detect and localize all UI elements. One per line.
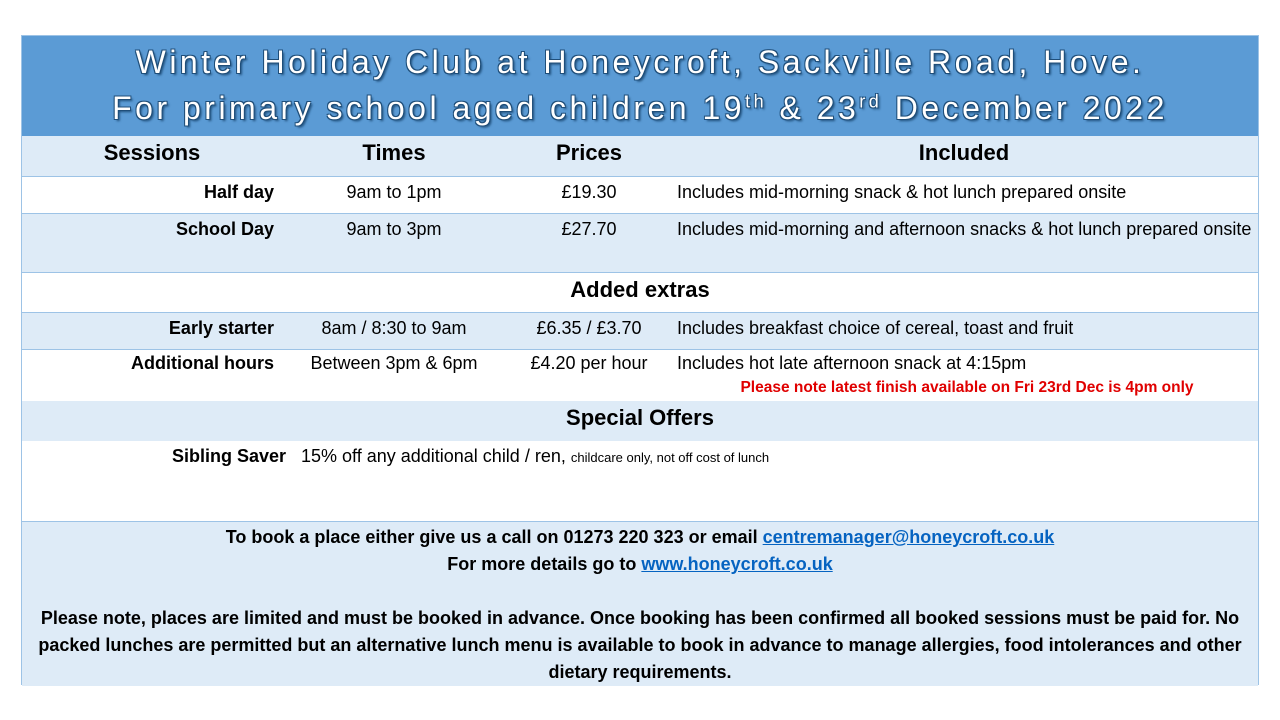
extra-time: 8am / 8:30 to 9am: [321, 318, 467, 338]
table-header-row: [22, 136, 1258, 177]
spacer: [22, 578, 1258, 605]
offer-text: [301, 443, 1241, 471]
session-time: 9am to 1pm: [346, 182, 442, 202]
session-time: 9am to 3pm: [346, 219, 442, 239]
session-name: Half day: [203, 182, 274, 202]
title-line-1: Winter Holiday Club at Honeycroft, Sackville Road, Hove.: [135, 44, 1145, 80]
session-price: £19.30: [561, 182, 617, 202]
extra-price: £4.20 per hour: [530, 353, 648, 373]
col-header-prices: Prices: [555, 140, 623, 165]
offer-name: Sibling Saver: [171, 446, 286, 466]
extra-price: £6.35 / £3.70: [536, 318, 642, 338]
ordinal-rd: rd: [859, 91, 883, 112]
extra-included: Includes breakfast choice of cereal, toast and fruit: [677, 318, 1074, 338]
booking-terms-note: Please note, places are limited and must be booked in advance. Once booking has been confirmed all booked sessions must be paid for. No packed lunches are permitted but an alternative lunch menu is available to book in advance to manage allergies, food intolerances and other dietary requirements.: [38, 608, 1242, 682]
session-price: £27.70: [561, 219, 617, 239]
col-header-included: Included: [918, 140, 1010, 165]
table-row: [22, 177, 1258, 214]
col-header-sessions: Sessions: [103, 140, 201, 165]
extra-included: Includes hot late afternoon snack at 4:15pm: [677, 353, 1027, 373]
special-offers-heading: Special Offers: [22, 401, 1258, 441]
title-line-2-start: For primary school aged children 19: [112, 90, 746, 126]
late-finish-note: Please note latest finish available on Fri 23rd Dec is 4pm only: [740, 379, 1194, 396]
table-row: [22, 441, 1258, 522]
table-row: [22, 350, 1258, 401]
ordinal-th: th: [745, 91, 768, 112]
session-included: Includes mid-morning snack & hot lunch prepared onsite: [677, 182, 1127, 202]
offer-small-print: childcare only, not off cost of lunch: [570, 450, 770, 465]
col-header-times: Times: [362, 140, 426, 165]
flyer-title: [22, 36, 1258, 136]
email-link[interactable]: centremanager@honeycroft.co.uk: [762, 527, 1055, 547]
title-line-2: [22, 85, 1258, 131]
session-included: Includes mid-morning and afternoon snacks & hot lunch prepared onsite: [677, 219, 1252, 239]
table-row: [22, 214, 1258, 273]
added-extras-heading: Added extras: [22, 273, 1258, 313]
website-link[interactable]: www.honeycroft.co.uk: [641, 554, 833, 574]
table-row: [22, 313, 1258, 350]
title-line-2-mid: & 23: [767, 90, 860, 126]
offer-main-text: 15% off any additional child / ren,: [301, 446, 566, 466]
extra-time: Between 3pm & 6pm: [310, 353, 478, 373]
details-line: [22, 551, 1258, 578]
details-text: For more details go to: [447, 554, 637, 574]
booking-info: [22, 522, 1258, 686]
session-name: School Day: [175, 219, 274, 239]
holiday-club-flyer: [21, 35, 1259, 685]
extra-name: Additional hours: [131, 353, 274, 373]
title-line-2-end: December 2022: [882, 90, 1168, 126]
booking-text: To book a place either give us a call on 01273 220 323 or email: [225, 527, 758, 547]
extra-name: Early starter: [168, 318, 274, 338]
booking-line: [22, 524, 1258, 551]
